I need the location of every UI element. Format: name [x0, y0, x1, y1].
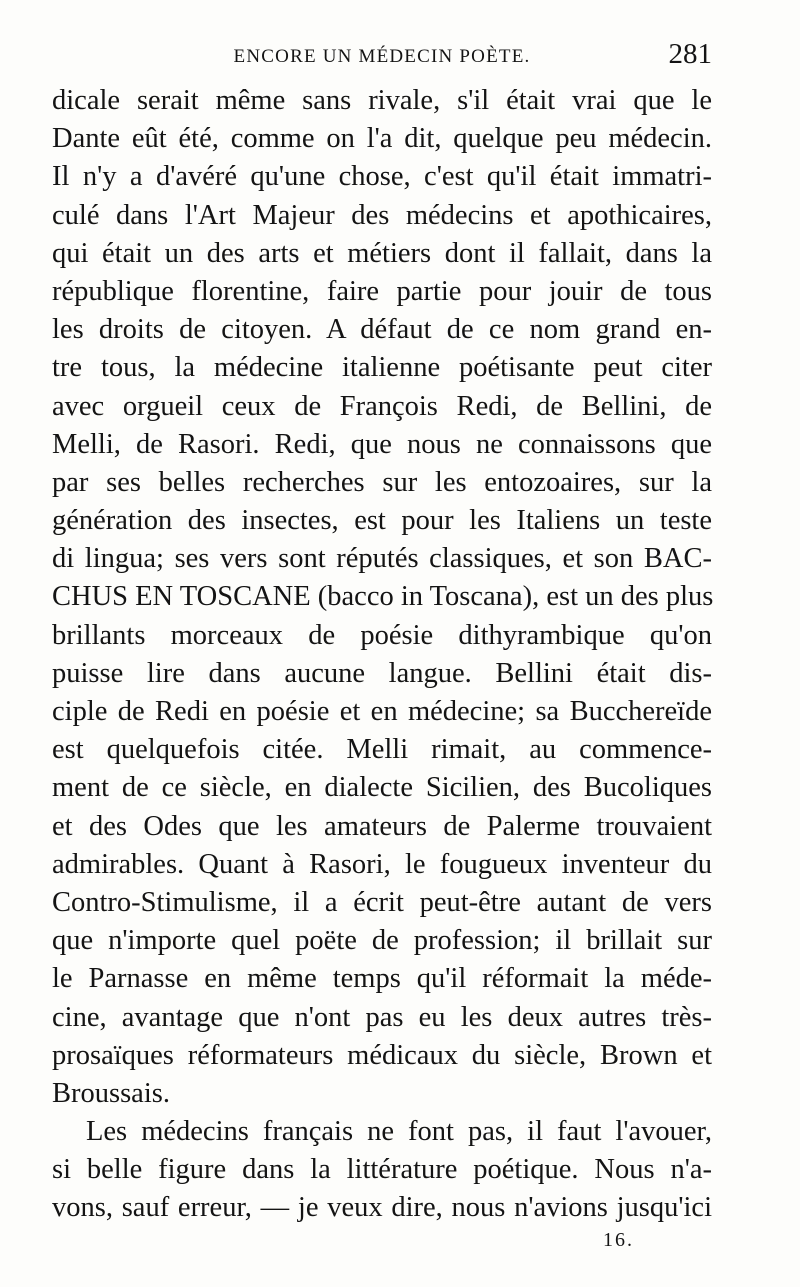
text-line: avec orgueil ceux de François Redi, de Bellini, de [52, 390, 712, 422]
text-line: vons, sauf erreur, — je veux dire, nous n'avions jusqu'ici [52, 1192, 712, 1224]
text-line: que n'importe quel poëte de profession; il brillait sur [52, 925, 712, 957]
text-line: puisse lire dans aucune langue. Bellini était dis- [52, 657, 712, 689]
text-line: dicale serait même sans rivale, s'il était vrai que le [52, 85, 712, 116]
text-line: culé dans l'Art Majeur des médecins et apothicaires, [52, 199, 712, 231]
text-line: les droits de citoyen. A défaut de ce nom grand en- [52, 314, 712, 346]
text-line: admirables. Quant à Rasori, le fougueux inventeur du [52, 848, 712, 880]
running-head [52, 38, 712, 78]
text-line: qui était un des arts et métiers dont il fallait, dans la [52, 237, 712, 269]
text-line: di lingua; ses vers sont réputés classiques, et son BAC- [52, 543, 712, 575]
text-line: le Parnasse en même temps qu'il réformait la méde- [52, 963, 712, 995]
body-text [52, 82, 712, 1228]
text-line: Broussais. [52, 1077, 170, 1109]
text-line: et des Odes que les amateurs de Palerme trouvaient [52, 810, 712, 842]
text-line: Il n'y a d'avéré qu'une chose, c'est qu'il était immatri- [52, 161, 712, 193]
text-line: par ses belles recherches sur les entozoaires, sur la [52, 466, 712, 498]
text-line: CHUS EN TOSCANE (bacco in Toscana), est un des plus [52, 581, 714, 613]
text-line: Les médecins français ne font pas, il faut l'avouer, [86, 1116, 712, 1148]
text-line: génération des insectes, est pour les Italiens un teste [52, 505, 712, 537]
text-line: ciple de Redi en poésie et en médecine; sa Bucchereïde [52, 696, 712, 727]
text-line: si belle figure dans la littérature poétique. Nous n'a- [52, 1154, 712, 1186]
page-number: 281 [668, 38, 712, 70]
text-line: Melli, de Rasori. Redi, que nous ne connaissons que [52, 428, 712, 460]
text-line: brillants morceaux de poésie dithyrambique qu'on [52, 619, 712, 651]
text-line: tre tous, la médecine italienne poétisante peut citer [52, 352, 712, 384]
text-line: cine, avantage que n'ont pas eu les deux autres très- [52, 1001, 712, 1033]
text-line: est quelquefois citée. Melli rimait, au commence- [52, 734, 712, 766]
text-line: prosaïques réformateurs médicaux du siècle, Brown et [52, 1039, 712, 1071]
running-title: ENCORE UN MÉDECIN POÈTE. [233, 46, 531, 67]
text-line: ment de ce siècle, en dialecte Sicilien, des Bucoliques [52, 772, 712, 804]
signature-mark: 16. [603, 1229, 634, 1251]
text-line: Dante eût été, comme on l'a dit, quelque peu médecin. [52, 123, 712, 155]
text-line: république florentine, faire partie pour jouir de tous [52, 275, 712, 307]
text-line: Contro-Stimulisme, il a écrit peut-être autant de vers [52, 886, 712, 918]
